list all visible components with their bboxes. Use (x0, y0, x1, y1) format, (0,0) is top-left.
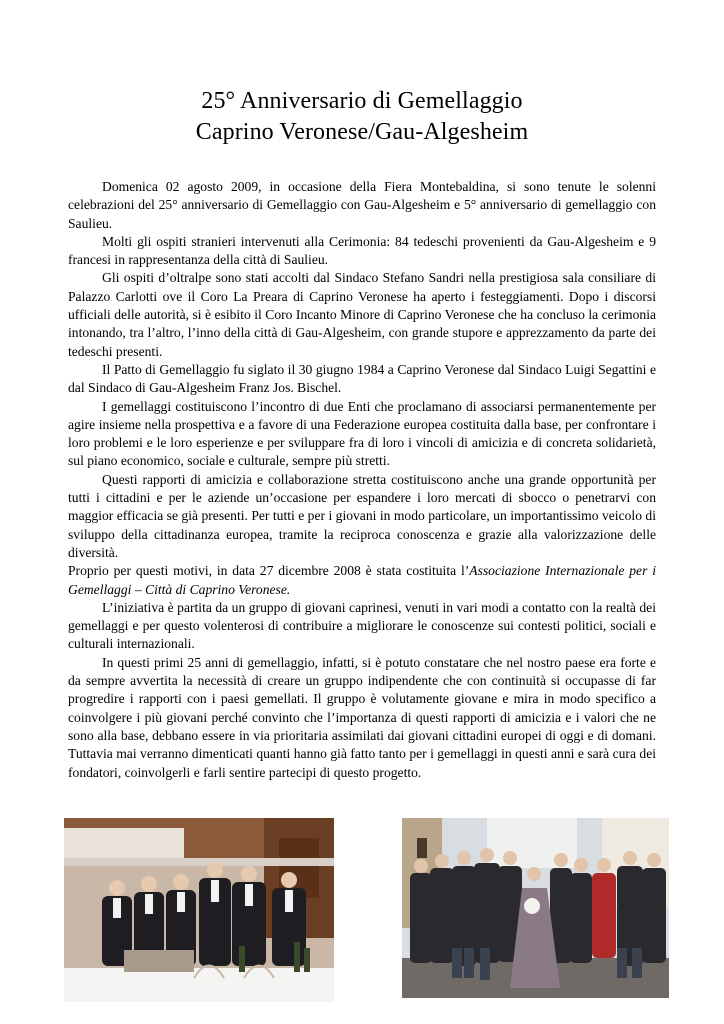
paragraph-8: L’iniziativa è partita da un gruppo di giovani caprinesi, venuti in vari modi a contatto con la realtà dei gemellaggi e per questo volenterosi di contribuire a migliorare le conoscenze sui contesti politici, sociali e culturali internazionali. (68, 599, 656, 652)
paragraph-1: Domenica 02 agosto 2009, in occasione della Fiera Montebaldina, si sono tenute le solenni celebrazioni del 25° anniversario di Gemellaggio con Gau-Algesheim e 5° anniversario di gemellaggio con Saulieu. (68, 179, 656, 231)
photo-group-2009 (402, 818, 669, 998)
paragraph-5: I gemellaggi costituiscono l’incontro di due Enti che proclamano di associarsi permanentemente per agire insieme nella prospettiva e a favore di una Federazione europea costituita dalla base, per confrontare i loro problemi e le loro esperienze e per sviluppare fra di loro i vincoli di amicizia e di concreta solidarietà, sul piano economico, sociale e culturale, sempre più stretti. (68, 398, 656, 469)
article-body (68, 178, 656, 782)
title-line-1: 25° Anniversario di Gemellaggio (201, 88, 523, 114)
photo-group-2009-image (402, 818, 669, 998)
document-title (0, 86, 724, 148)
paragraph-4: Il Patto di Gemellaggio fu siglato il 30 giugno 1984 a Caprino Veronese dal Sindaco Luigi Segattini e dal Sindaco di Gau-Algesheim Franz Jos. Bischel. (68, 361, 656, 396)
paragraph-2: Molti gli ospiti stranieri intervenuti alla Cerimonia: 84 tedeschi provenienti da Gau-Algesheim e 9 francesi in rappresentanza della città di Saulieu. (68, 233, 656, 268)
paragraph-3: Gli ospiti d’oltralpe sono stati accolti dal Sindaco Stefano Sandri nella prestigiosa sala consiliare di Palazzo Carlotti ove il Coro La Preara di Caprino Veronese ha aperto i festeggiamenti. Dopo i discorsi ufficiali delle autorità, si è esibito il Coro Incanto Minore di Caprino Veronese che ha concluso la cerimonia intonando, tra l’altro, l’inno della città di Gau-Algesheim, con grande stupore e apprezzamento da parte dei tedeschi presenti. (68, 270, 656, 359)
paragraph-6: Questi rapporti di amicizia e collaborazione stretta costituiscono anche una grande opportunità per tutti i cittadini e per le aziende un’occasione per espandere i loro mercati di sbocco o penetrarvi con maggior efficacia se già presenti. Per tutti e per i giovani in modo particolare, un importantissimo veicolo di sviluppo della cittadinanza europea, tramite la reciproca conoscenza e grazie alla valorizzazione delle diversità. (68, 471, 656, 560)
association-name: Associazione Internazionale per i Gemellaggi – Città di Caprino Veronese. (68, 563, 656, 597)
paragraph-7-text: Proprio per questi motivi, in data 27 dicembre 2008 è stata costituita l’ (68, 563, 470, 579)
photo-signing-ceremony (64, 818, 334, 1002)
title-line-2: Caprino Veronese/Gau-Algesheim (195, 119, 529, 145)
paragraph-9: In questi primi 25 anni di gemellaggio, infatti, si è potuto constatare che nel nostro paese era forte e da sempre avvertita la necessità di creare un gruppo indipendente che con continuità si occupasse di far progredire i rapporti con i paesi gemellati. Il gruppo è volutamente giovane e mira in modo specifico a coinvolgere i più giovani perché convinto che l’importanza di questi rapporti di amicizia e i valori che ne sono alla base, debbano essere in via prioritaria assimilati dai giovani cittadini europei di oggi e di domani. Tuttavia mai verranno dimenticati quanti hanno già fatto tanto per i gemellaggi in questi anni e sarà cura dei fondatori, coinvolgerli e farli sentire partecipi di questo progetto. (68, 654, 656, 780)
paragraph-7 (68, 562, 656, 599)
photo-signing-ceremony-image (64, 818, 334, 1002)
